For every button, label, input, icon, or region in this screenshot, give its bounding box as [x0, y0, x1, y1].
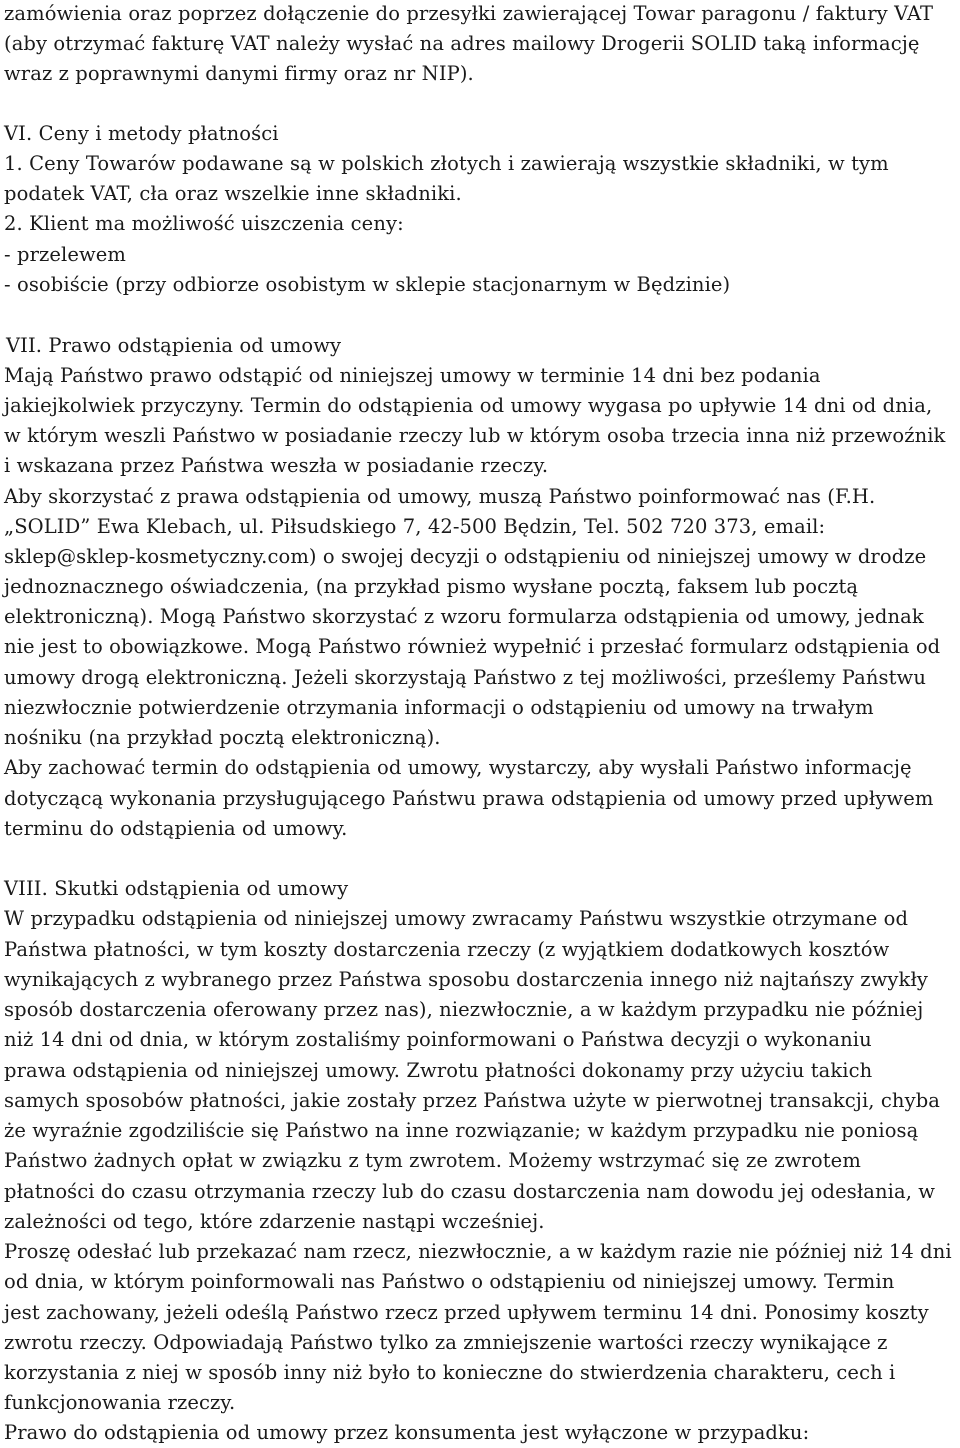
text-line: i wskazana przez Państwa weszła w posiadanie rzeczy.: [4, 454, 549, 477]
text-line: funkcjonowania rzeczy.: [4, 1391, 236, 1414]
text-line: 2. Klient ma możliwość uiszczenia ceny:: [4, 212, 404, 235]
text-line: umowy drogą elektroniczną. Jeżeli skorzystają Państwo z tej możliwości, prześlemy Państwu: [4, 666, 926, 689]
text-line: Prawo do odstąpienia od umowy przez konsumenta jest wyłączone w przypadku:: [4, 1421, 810, 1444]
text-line: jakiejkolwiek przyczyny. Termin do odstąpienia od umowy wygasa po upływie 14 dni od dnia,: [4, 394, 933, 417]
text-line: Aby zachować termin do odstąpienia od umowy, wystarczy, aby wysłali Państwo informację: [4, 756, 912, 779]
text-line: 1. Ceny Towarów podawane są w polskich złotych i zawierają wszystkie składniki, w tym: [4, 152, 889, 175]
text-line: samych sposobów płatności, jakie zostały przez Państwa użyte w pierwotnej transakcji, chyba: [4, 1089, 940, 1112]
text-line: zwrotu rzeczy. Odpowiadają Państwo tylko za zmniejszenie wartości rzeczy wynikające z: [4, 1331, 888, 1354]
text-line: prawa odstąpienia od niniejszej umowy. Zwrotu płatności dokonamy przy użyciu takich: [4, 1059, 873, 1082]
text-line: jest zachowany, jeżeli odeślą Państwo rzecz przed upływem terminu 14 dni. Ponosimy koszty: [4, 1301, 929, 1324]
text-line: że wyraźnie zgodziliście się Państwo na inne rozwiązanie; w każdym przypadku nie poniosą: [4, 1119, 919, 1142]
text-line: płatności do czasu otrzymania rzeczy lub do czasu dostarczenia nam dowodu jej odesłania, w: [4, 1180, 936, 1203]
text-line: niż 14 dni od dnia, w którym zostaliśmy poinformowani o Państwa decyzji o wykonaniu: [4, 1028, 872, 1051]
text-line: od dnia, w którym poinformowali nas Państwo o odstąpieniu od niniejszej umowy. Termin: [4, 1270, 895, 1293]
text-line: „SOLID” Ewa Klebach, ul. Piłsudskiego 7, 42-500 Będzin, Tel. 502 720 373, email:: [4, 515, 826, 538]
text-line: podatek VAT, cła oraz wszelkie inne składniki.: [4, 182, 462, 205]
text-line: Aby skorzystać z prawa odstąpienia od umowy, muszą Państwo poinformować nas (F.H.: [4, 485, 876, 508]
text-line: w którym weszli Państwo w posiadanie rzeczy lub w którym osoba trzecia inna niż przewoźnik: [4, 424, 946, 447]
text-line: niezwłocznie potwierdzenie otrzymania informacji o odstąpieniu od umowy na trwałym: [4, 696, 874, 719]
section-heading-vii: VII. Prawo odstąpienia od umowy: [6, 334, 342, 357]
text-line: W przypadku odstąpienia od niniejszej umowy zwracamy Państwu wszystkie otrzymane od: [4, 907, 909, 930]
list-item: - przelewem: [4, 243, 127, 266]
text-line: korzystania z niej w sposób inny niż było to konieczne do stwierdzenia charakteru, cech i: [4, 1361, 896, 1384]
text-line: elektroniczną). Mogą Państwo skorzystać z wzoru formularza odstąpienia od umowy, jednak: [4, 605, 924, 628]
text-line: Proszę odesłać lub przekazać nam rzecz, niezwłocznie, a w każdym razie nie później niż 14 dni: [4, 1240, 952, 1263]
text-line: sposób dostarczenia oferowany przez nas), niezwłocznie, a w każdym przypadku nie później: [4, 998, 924, 1021]
text-line: jednoznacznego oświadczenia, (na przykład pismo wysłane pocztą, faksem lub pocztą: [4, 575, 859, 598]
section-heading-vi: VI. Ceny i metody płatności: [4, 122, 279, 145]
text-line: Państwo żadnych opłat w związku z tym zwrotem. Możemy wstrzymać się ze zwrotem: [4, 1149, 861, 1172]
text-line: nośniku (na przykład pocztą elektroniczną).: [4, 726, 441, 749]
text-line: (aby otrzymać fakturę VAT należy wysłać na adres mailowy Drogerii SOLID taką informację: [4, 32, 920, 55]
text-line: Mają Państwo prawo odstąpić od niniejszej umowy w terminie 14 dni bez podania: [4, 364, 821, 387]
text-line: wraz z poprawnymi danymi firmy oraz nr NIP).: [4, 62, 474, 85]
text-line: wynikających z wybranego przez Państwa sposobu dostarczenia innego niż najtańszy zwykły: [4, 968, 928, 991]
text-line: zamówienia oraz poprzez dołączenie do przesyłki zawierającej Towar paragonu / faktury VAT: [4, 2, 934, 25]
text-line: terminu do odstąpienia od umowy.: [4, 817, 348, 840]
text-line: Państwa płatności, w tym koszty dostarczenia rzeczy (z wyjątkiem dodatkowych kosztów: [4, 938, 890, 961]
list-item: - osobiście (przy odbiorze osobistym w sklepie stacjonarnym w Będzinie): [4, 273, 731, 296]
text-line: nie jest to obowiązkowe. Mogą Państwo również wypełnić i przesłać formularz odstąpienia od: [4, 635, 941, 658]
section-heading-viii: VIII. Skutki odstąpienia od umowy: [4, 877, 349, 900]
text-line: dotyczącą wykonania przysługującego Państwu prawa odstąpienia od umowy przed upływem: [4, 787, 934, 810]
text-line: zależności od tego, które zdarzenie nastąpi wcześniej.: [4, 1210, 545, 1233]
text-line: sklep@sklep-kosmetyczny.com) o swojej decyzji o odstąpieniu od niniejszej umowy w drodze: [4, 545, 927, 568]
